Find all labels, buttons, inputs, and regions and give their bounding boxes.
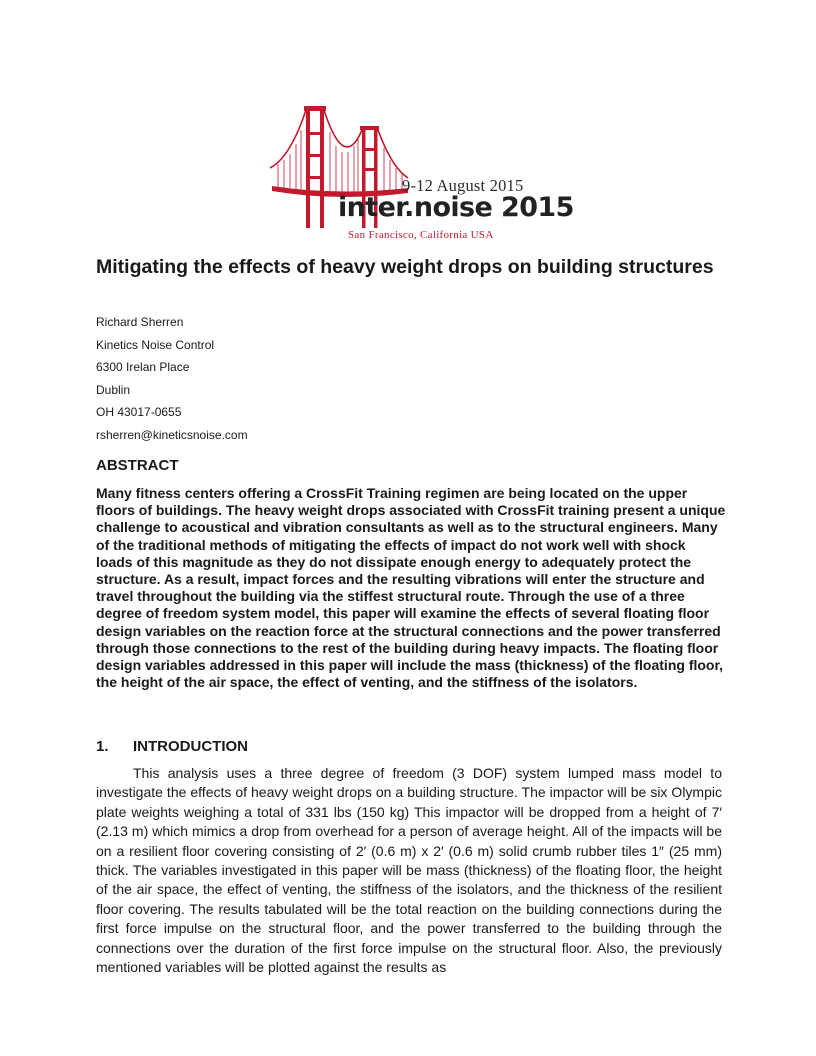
abstract-heading: ABSTRACT xyxy=(96,457,179,474)
author-state-zip: OH 43017-0655 xyxy=(96,405,182,420)
author-city: Dublin xyxy=(96,382,131,397)
author-name: Richard Sherren xyxy=(96,315,184,329)
author-affiliation: Kinetics Noise Control xyxy=(96,337,215,352)
abstract-text: Many fitness centers offering a CrossFit Training regimen are being located on the upper floors of buildings. The heavy weight drops associated with CrossFit training present a unique challenge to acoustical and vibration consultants as well as to the structural engineers. Many of the traditional methods of mitigating the effects of impact do not work well with shock loads of this magnitude as they do not dissipate enough energy to adequately protect the structure. As a result, impact forces and the resulting vibrations will enter the structure and travel throughout the building via the stiffest structural route. Through the use of a three degree of freedom system model, this paper will examine the effects of several floating floor design variables on the reaction force at the structural connections and the power transferred through those connections to the rest of the building during heavy impacts. The floating floor design variables addressed in this paper will include the mass (thickness) of the floating floor, the height of the air space, the effect of venting, and the stiffness of the isolators. xyxy=(96,485,726,691)
conference-name: inter.noise 2015 xyxy=(338,192,574,223)
golden-gate-bridge-icon xyxy=(268,98,558,246)
section-heading xyxy=(96,738,248,755)
author-block xyxy=(96,311,248,447)
introduction-text: This analysis uses a three degree of freedom (3 DOF) system lumped mass model to investigate the effects of heavy weight drops on a building structure. The impactor will be six Olympic plate weights weighing a total of 331 lbs (150 kg) This impactor will be dropped from a height of 7′ (2.13 m) which mimics a drop from overhead for a person of average height. All of the impacts will be on a resilient floor covering consisting of 2′ (0.6 m) x 2′ (0.6 m) solid crumb rubber tiles 1″ (25 mm) thick. The variables investigated in this paper will be mass (thickness) of the floating floor, the height of the air space, the effect of venting, the stiffness of the isolators, and the thickness of the resilient floor covering. The results tabulated will be the total reaction on the building connections during the first force impulse on the structural floor, and the power transferred to the building through the connections over the duration of the first force impulse on the structural floor. Also, the previously mentioned variables will be plotted against the results as xyxy=(96,765,722,976)
section-number: 1. xyxy=(96,738,109,755)
author-email: rsherren@kineticsnoise.com xyxy=(96,427,248,442)
conference-location: San Francisco, California USA xyxy=(348,229,494,241)
paper-title: Mitigating the effects of heavy weight drops on building structures xyxy=(96,256,714,278)
conference-date: 9-12 August 2015 xyxy=(402,176,524,195)
author-street: 6300 Irelan Place xyxy=(96,360,190,375)
conference-logo xyxy=(268,98,574,246)
section-title: INTRODUCTION xyxy=(133,738,248,755)
